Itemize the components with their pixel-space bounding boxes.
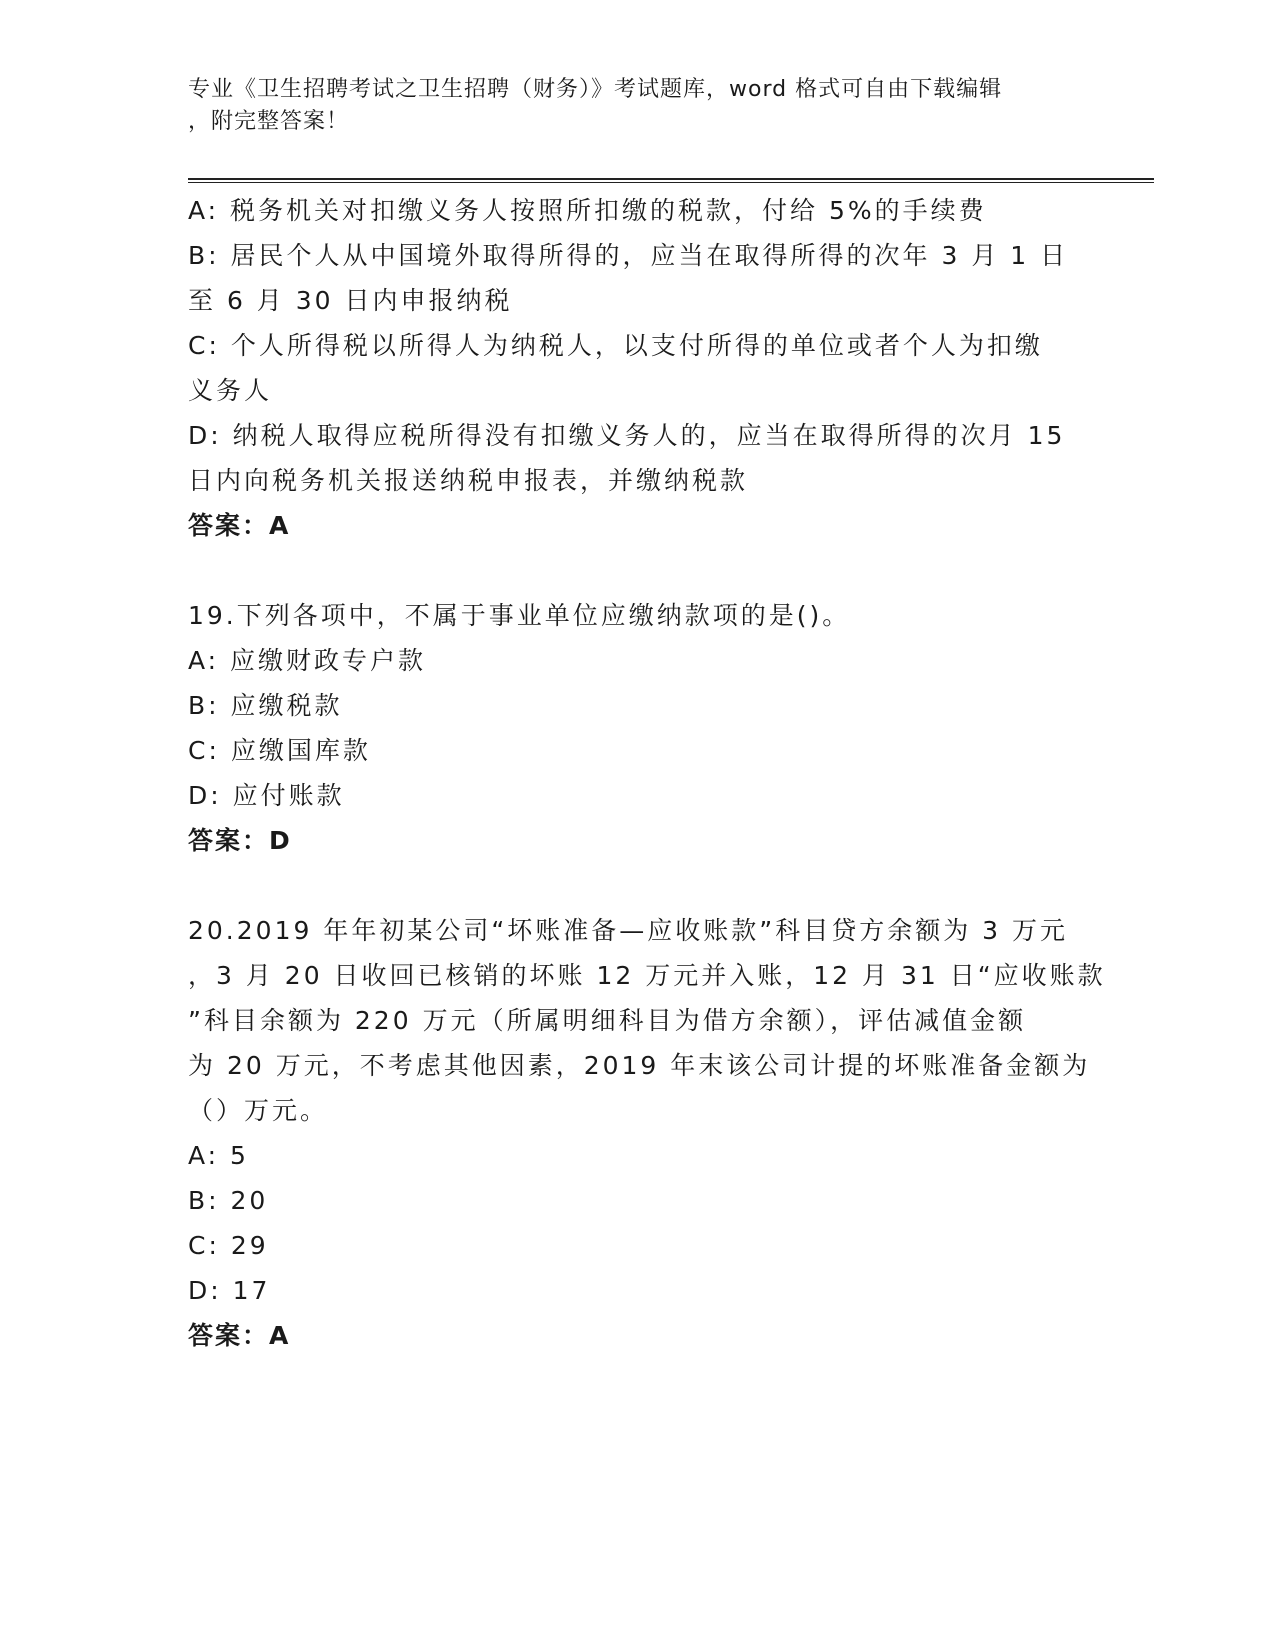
header-line-1: 专业《卫生招聘考试之卫生招聘（财务）》考试题库，word 格式可自由下载编辑 <box>188 77 1003 102</box>
option-c-line-2: 义务人 <box>188 376 273 405</box>
answer: 答案：A <box>188 511 291 540</box>
option-b: B: 20 <box>188 1186 269 1215</box>
option-a: A: 5 <box>188 1141 249 1170</box>
question-text: 19.下列各项中，不属于事业单位应缴纳款项的是()。 <box>188 601 851 630</box>
question-text-line-2: ，3 月 20 日收回已核销的坏账 12 万元并入账，12 月 31 日“应收账款 <box>188 961 1106 990</box>
answer: 答案：A <box>188 1321 291 1350</box>
question-text-line-1: 20.2019 年年初某公司“坏账准备—应收账款”科目贷方余额为 3 万元 <box>188 916 1069 945</box>
option-c: C: 应缴国库款 <box>188 736 371 765</box>
header-line-2: ，附完整答案！ <box>188 109 350 134</box>
question-text-line-4: 为 20 万元，不考虑其他因素，2019 年末该公司计提的坏账准备金额为 <box>188 1051 1091 1080</box>
document-header <box>188 74 1088 138</box>
option-b-line-1: B: 居民个人从中国境外取得所得的，应当在取得所得的次年 3 月 1 日 <box>188 241 1069 270</box>
spacer <box>188 548 1088 593</box>
option-d-line-2: 日内向税务机关报送纳税申报表，并缴纳税款 <box>188 466 749 495</box>
question-text-line-3: ”科目余额为 220 万元（所属明细科目为借方余额），评估减值金额 <box>188 1006 1027 1035</box>
document-body <box>188 188 1106 1358</box>
option-d: D: 17 <box>188 1276 271 1305</box>
option-b: B: 应缴税款 <box>188 691 343 720</box>
header-divider-thin <box>188 182 1154 183</box>
option-d-line-1: D: 纳税人取得应税所得没有扣缴义务人的，应当在取得所得的次月 15 <box>188 421 1066 450</box>
answer: 答案：D <box>188 826 292 855</box>
option-c-line-1: C: 个人所得税以所得人为纳税人，以支付所得的单位或者个人为扣缴 <box>188 331 1043 360</box>
question-20 <box>188 908 1106 1358</box>
option-d: D: 应付账款 <box>188 781 345 810</box>
option-a: A: 应缴财政专户款 <box>188 646 427 675</box>
spacer <box>188 863 1088 908</box>
option-a: A: 税务机关对扣缴义务人按照所扣缴的税款，付给 5%的手续费 <box>188 196 987 225</box>
question-text-line-5: （）万元。 <box>188 1096 329 1125</box>
question-19 <box>188 593 1088 863</box>
question-18-options <box>188 188 1088 548</box>
header-divider-thick <box>188 178 1154 180</box>
option-b-line-2: 至 6 月 30 日内申报纳税 <box>188 286 513 315</box>
option-c: C: 29 <box>188 1231 269 1260</box>
